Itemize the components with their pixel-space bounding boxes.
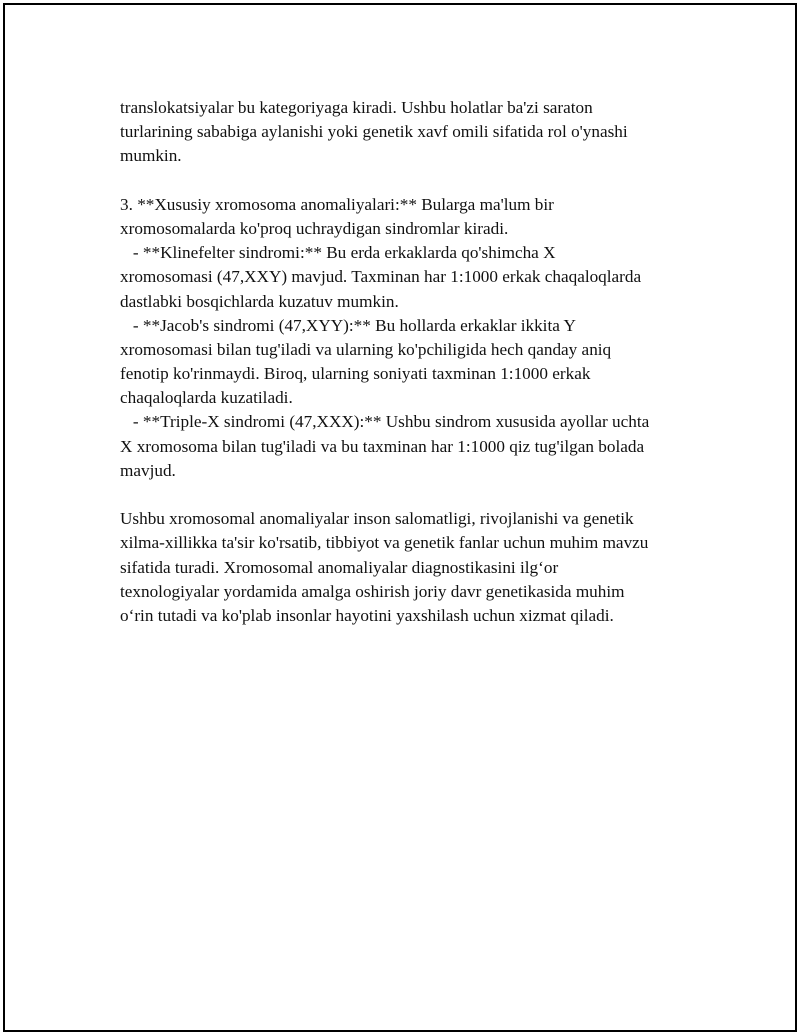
text-line: chaqaloqlarda kuzatiladi. (120, 388, 293, 408)
section-specific-chromosome-anomalies (120, 193, 710, 483)
text-line: xilma-xillikka ta'sir ko'rsatib, tibbiyot va genetik fanlar uchun muhim mavzu (120, 533, 649, 553)
text-line: Ushbu xromosomal anomaliyalar inson salomatligi, rivojlanishi va genetik (120, 509, 634, 529)
text-line: o‘rin tutadi va ko'plab insonlar hayotini yaxshilash uchun xizmat qiladi. (120, 605, 614, 625)
text-line: mumkin. (120, 146, 182, 166)
list-item-heading: 3. **Xususiy xromosoma anomaliyalari:** Bularga ma'lum bir (120, 194, 554, 214)
document-body (120, 96, 710, 628)
text-line: dastlabki bosqichlarda kuzatuv mumkin. (120, 291, 399, 311)
sub-item-triple-x: - **Triple-X sindromi (47,XXX):** Ushbu sindrom xususida ayollar uchta (120, 412, 650, 432)
paragraph-spacer (120, 483, 710, 507)
text-line: texnologiyalar yordamida amalga oshirish joriy davr genetikasida muhim (120, 581, 625, 601)
sub-item-klinefelter: - **Klinefelter sindromi:** Bu erda erkaklarda qo'shimcha X (120, 243, 556, 263)
text-line: turlarining sababiga aylanishi yoki genetik xavf omili sifatida rol o'ynashi (120, 122, 628, 142)
text-line: xromosomasi bilan tug'iladi va ularning ko'pchiligida hech qanday aniq (120, 339, 612, 359)
paragraph-conclusion (120, 507, 710, 628)
sub-item-jacobs: - **Jacob's sindromi (47,XYY):** Bu hollarda erkaklar ikkita Y (120, 315, 576, 335)
paragraph-translocations (120, 96, 710, 169)
text-line: mavjud. (120, 460, 176, 480)
text-line: xromosomalarda ko'proq uchraydigan sindromlar kiradi. (120, 218, 509, 238)
text-line: translokatsiyalar bu kategoriyaga kiradi. Ushbu holatlar ba'zi saraton (120, 98, 593, 117)
text-line: X xromosoma bilan tug'iladi va bu taxminan har 1:1000 qiz tug'ilgan bolada (120, 436, 645, 456)
text-line: fenotip ko'rinmaydi. Biroq, ularning soniyati taxminan 1:1000 erkak (120, 364, 591, 384)
text-line: sifatida turadi. Xromosomal anomaliyalar diagnostikasini ilg‘or (120, 557, 559, 577)
document-page (3, 3, 797, 1032)
text-line: xromosomasi (47,XXY) mavjud. Taxminan har 1:1000 erkak chaqaloqlarda (120, 267, 642, 287)
paragraph-spacer (120, 169, 710, 193)
